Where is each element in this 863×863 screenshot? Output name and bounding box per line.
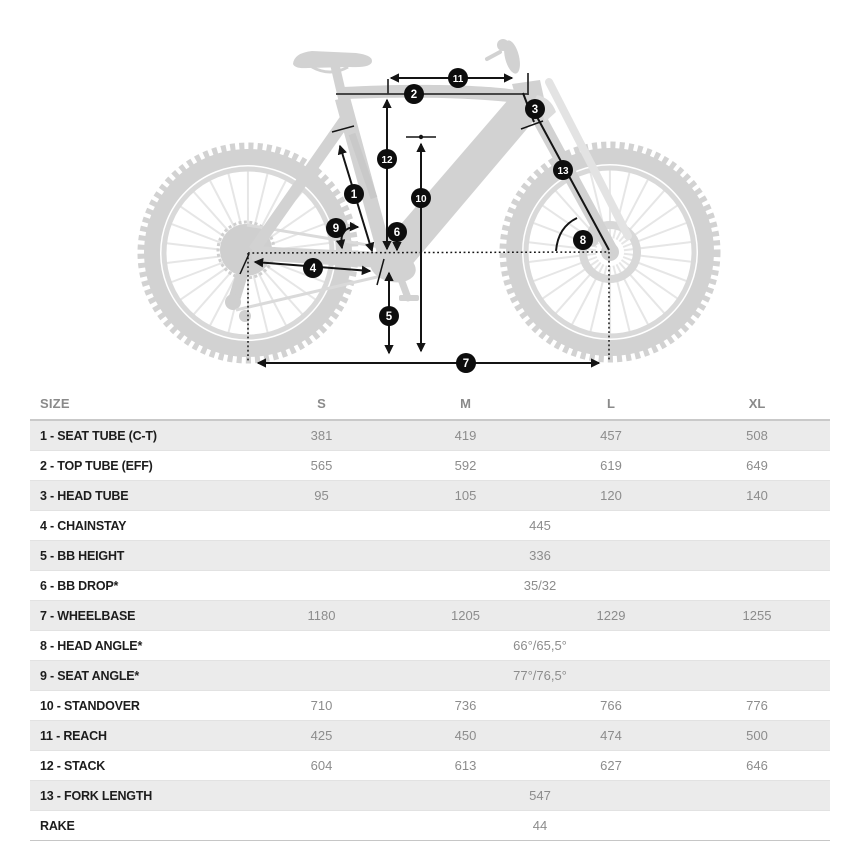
table-row [30, 541, 830, 571]
row-value: 450 [393, 721, 538, 751]
callout-6 [387, 222, 407, 242]
row-label: 4 - CHAINSTAY [30, 511, 250, 541]
row-value: 613 [393, 751, 538, 781]
callout-number: 1 [350, 188, 358, 201]
row-value: 776 [684, 691, 830, 721]
size-column-s: S [250, 388, 393, 420]
row-value-all-sizes: 547 [250, 781, 830, 811]
row-value: 1205 [393, 601, 538, 631]
table-row [30, 631, 830, 661]
callout-3 [525, 99, 545, 119]
callout-9 [326, 218, 346, 238]
row-value: 105 [393, 481, 538, 511]
row-value-all-sizes: 77°/76,5° [250, 661, 830, 691]
row-label: 1 - SEAT TUBE (C-T) [40, 428, 157, 443]
table-row [30, 420, 830, 451]
callout-11 [448, 68, 468, 88]
table-row [30, 451, 830, 481]
row-value: 419 [454, 428, 477, 443]
row-value: 474 [538, 721, 684, 751]
row-value: 381 [310, 428, 333, 443]
callout-8 [573, 230, 593, 250]
row-value-all-sizes: 35/32 [250, 571, 830, 601]
callout-number: 12 [381, 154, 393, 166]
brake-lever [487, 52, 500, 59]
callout-12 [377, 149, 397, 169]
row-value: 592 [393, 451, 538, 481]
callout-5 [379, 306, 399, 326]
row-label: 6 - BB DROP* [30, 571, 250, 601]
row-label: 2 - TOP TUBE (EFF) [30, 451, 250, 481]
geometry-diagram [0, 0, 863, 388]
table-row [30, 721, 830, 751]
saddle [293, 51, 372, 68]
row-label: 11 - REACH [30, 721, 250, 751]
geometry-table-body [30, 420, 830, 841]
standover-dot [419, 135, 423, 139]
callout-10 [411, 188, 431, 208]
size-column-header: SIZE [30, 388, 250, 420]
callout-number: 13 [557, 165, 569, 177]
callout-number: 6 [393, 226, 401, 239]
callout-number: 3 [531, 103, 539, 116]
row-value-all-sizes: 445 [250, 511, 830, 541]
callout-number: 8 [579, 234, 587, 247]
callout-number: 4 [309, 262, 317, 275]
callout-number: 10 [415, 193, 427, 205]
table-row [30, 481, 830, 511]
row-label: 5 - BB HEIGHT [30, 541, 250, 571]
row-value: 766 [538, 691, 684, 721]
callout-13 [553, 160, 573, 180]
row-value: 425 [250, 721, 393, 751]
row-value: 646 [684, 751, 830, 781]
row-value: 619 [538, 451, 684, 481]
table-row [30, 511, 830, 541]
row-value: 508 [746, 428, 768, 443]
geometry-table [30, 388, 830, 841]
size-column-l: L [538, 388, 684, 420]
bike-diagram-svg [0, 0, 863, 388]
axle-height-dotted-line [248, 252, 609, 253]
table-row [30, 751, 830, 781]
table-row [30, 661, 830, 691]
row-value-all-sizes: 44 [250, 811, 830, 841]
row-value: 140 [684, 481, 830, 511]
callout-1 [344, 184, 364, 204]
row-value: 710 [250, 691, 393, 721]
row-value: 457 [600, 428, 622, 443]
row-value: 627 [538, 751, 684, 781]
row-value-all-sizes: 336 [250, 541, 830, 571]
row-label: 9 - SEAT ANGLE* [30, 661, 250, 691]
callout-number: 2 [410, 88, 418, 101]
callout-2 [404, 84, 424, 104]
row-value: 1229 [538, 601, 684, 631]
callout-number: 5 [385, 310, 393, 323]
callout-number: 7 [462, 357, 470, 370]
table-row [30, 571, 830, 601]
table-header-row [30, 388, 830, 420]
row-value: 1255 [684, 601, 830, 631]
table-row [30, 601, 830, 631]
row-label: RAKE [30, 811, 250, 841]
callout-number: 9 [332, 222, 340, 235]
table-row [30, 811, 830, 841]
grip [497, 39, 509, 51]
row-value: 1180 [250, 601, 393, 631]
row-label: 13 - FORK LENGTH [30, 781, 250, 811]
pedal [399, 295, 419, 301]
row-label: 10 - STANDOVER [30, 691, 250, 721]
table-row [30, 781, 830, 811]
row-value: 736 [393, 691, 538, 721]
row-label: 3 - HEAD TUBE [30, 481, 250, 511]
size-column-xl: XL [684, 388, 830, 420]
row-value-all-sizes: 66°/65,5° [250, 631, 830, 661]
table-row [30, 691, 830, 721]
row-value: 120 [538, 481, 684, 511]
callout-7 [456, 353, 476, 373]
row-label: 7 - WHEELBASE [30, 601, 250, 631]
row-value: 95 [250, 481, 393, 511]
callout-4 [303, 258, 323, 278]
row-value: 565 [250, 451, 393, 481]
callout-number: 11 [452, 73, 464, 85]
row-value: 649 [684, 451, 830, 481]
row-value: 500 [684, 721, 830, 751]
row-value: 604 [250, 751, 393, 781]
size-column-m: M [393, 388, 538, 420]
row-label: 12 - STACK [30, 751, 250, 781]
row-label: 8 - HEAD ANGLE* [30, 631, 250, 661]
